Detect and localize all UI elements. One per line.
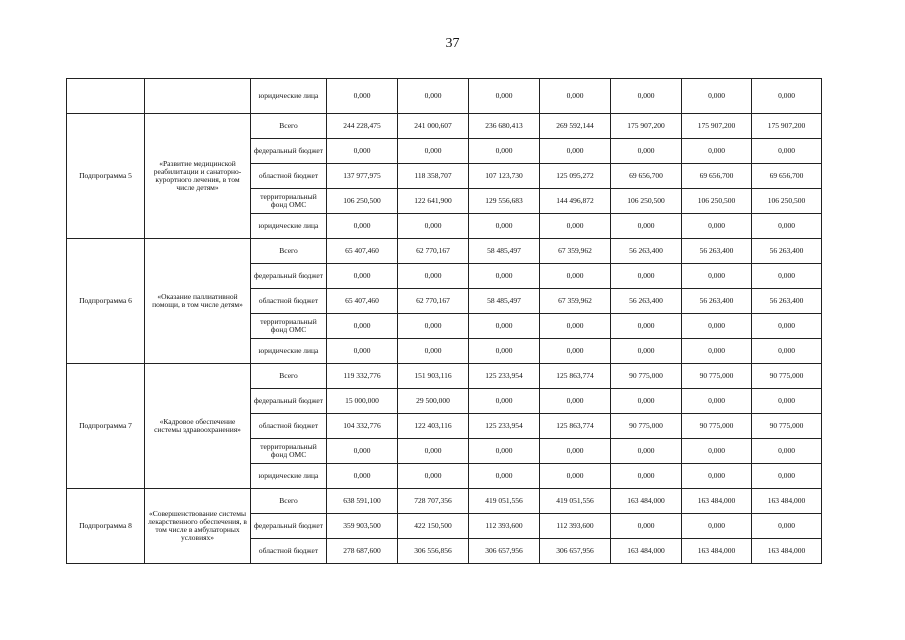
value-cell: 0,000	[682, 389, 752, 414]
value-cell: 0,000	[611, 439, 682, 464]
value-cell: 175 907,200	[611, 114, 682, 139]
value-cell: 0,000	[469, 339, 540, 364]
table-row	[67, 489, 822, 514]
value-cell: 163 484,000	[752, 489, 822, 514]
value-cell: 107 123,730	[469, 164, 540, 189]
value-cell: 728 707,356	[398, 489, 469, 514]
value-cell: 638 591,100	[327, 489, 398, 514]
value-cell: 0,000	[540, 139, 611, 164]
value-cell: 0,000	[327, 79, 398, 114]
value-cell: 0,000	[752, 214, 822, 239]
value-cell: 0,000	[327, 339, 398, 364]
table-row	[67, 239, 822, 264]
value-cell: 163 484,000	[682, 539, 752, 564]
value-cell: 58 485,497	[469, 239, 540, 264]
value-cell: 0,000	[540, 264, 611, 289]
value-cell: 236 680,413	[469, 114, 540, 139]
value-cell: 0,000	[752, 514, 822, 539]
program-title-cell: «Кадровое обеспечение системы здравоохранения»	[145, 364, 251, 489]
value-cell: 0,000	[469, 389, 540, 414]
source-cell: юридические лица	[251, 79, 327, 114]
value-cell: 241 000,607	[398, 114, 469, 139]
program-title-cell: «Развитие медицинской реабилитации и санаторно-курортного лечения, в том числе детям»	[145, 114, 251, 239]
table-row	[67, 79, 822, 114]
value-cell: 122 403,116	[398, 414, 469, 439]
source-cell: юридические лица	[251, 339, 327, 364]
value-cell: 0,000	[682, 464, 752, 489]
value-cell: 0,000	[398, 139, 469, 164]
source-cell: федеральный бюджет	[251, 514, 327, 539]
value-cell: 0,000	[327, 214, 398, 239]
value-cell: 106 250,500	[327, 189, 398, 214]
value-cell: 0,000	[540, 314, 611, 339]
program-title-cell: «Совершенствование системы лекарственного обеспечения, в том числе в амбулаторных условиях»	[145, 489, 251, 564]
value-cell: 129 556,683	[469, 189, 540, 214]
program-title-cell: «Оказание паллиативной помощи, в том числе детям»	[145, 239, 251, 364]
value-cell: 163 484,000	[752, 539, 822, 564]
value-cell: 0,000	[682, 214, 752, 239]
value-cell: 125 233,954	[469, 414, 540, 439]
value-cell: 56 263,400	[752, 239, 822, 264]
budget-table	[66, 78, 822, 564]
source-cell: Всего	[251, 364, 327, 389]
value-cell: 0,000	[682, 139, 752, 164]
value-cell: 0,000	[752, 314, 822, 339]
value-cell: 125 233,954	[469, 364, 540, 389]
table-row	[67, 364, 822, 389]
value-cell: 0,000	[327, 464, 398, 489]
value-cell: 0,000	[327, 439, 398, 464]
value-cell: 90 775,000	[682, 414, 752, 439]
value-cell: 0,000	[611, 339, 682, 364]
source-cell: юридические лица	[251, 464, 327, 489]
value-cell: 112 393,600	[469, 514, 540, 539]
value-cell: 0,000	[752, 139, 822, 164]
source-cell: областной бюджет	[251, 539, 327, 564]
value-cell: 104 332,776	[327, 414, 398, 439]
value-cell: 106 250,500	[752, 189, 822, 214]
value-cell: 69 656,700	[611, 164, 682, 189]
program-name-cell: Подпрограмма 7	[67, 364, 145, 489]
source-cell: территориальный фонд ОМС	[251, 314, 327, 339]
value-cell: 151 903,116	[398, 364, 469, 389]
source-cell: Всего	[251, 239, 327, 264]
value-cell: 0,000	[540, 214, 611, 239]
value-cell: 419 051,556	[469, 489, 540, 514]
value-cell: 0,000	[611, 514, 682, 539]
value-cell: 58 485,497	[469, 289, 540, 314]
value-cell: 0,000	[398, 214, 469, 239]
value-cell: 56 263,400	[682, 289, 752, 314]
value-cell: 69 656,700	[682, 164, 752, 189]
value-cell: 0,000	[682, 314, 752, 339]
value-cell: 56 263,400	[611, 289, 682, 314]
value-cell: 0,000	[469, 439, 540, 464]
value-cell: 0,000	[752, 389, 822, 414]
value-cell: 0,000	[682, 79, 752, 114]
value-cell: 0,000	[682, 514, 752, 539]
value-cell: 0,000	[752, 464, 822, 489]
program-name-cell: Подпрограмма 5	[67, 114, 145, 239]
value-cell: 144 496,872	[540, 189, 611, 214]
value-cell: 106 250,500	[682, 189, 752, 214]
value-cell: 0,000	[398, 264, 469, 289]
value-cell: 125 863,774	[540, 364, 611, 389]
value-cell: 67 359,962	[540, 239, 611, 264]
value-cell: 56 263,400	[752, 289, 822, 314]
value-cell: 0,000	[752, 79, 822, 114]
value-cell: 0,000	[540, 389, 611, 414]
value-cell: 0,000	[398, 314, 469, 339]
value-cell: 90 775,000	[611, 414, 682, 439]
value-cell: 0,000	[398, 79, 469, 114]
value-cell: 65 407,460	[327, 289, 398, 314]
source-cell: областной бюджет	[251, 414, 327, 439]
page-number: 37	[445, 36, 460, 51]
value-cell: 15 000,000	[327, 389, 398, 414]
value-cell: 0,000	[469, 214, 540, 239]
source-cell: федеральный бюджет	[251, 264, 327, 289]
source-cell: юридические лица	[251, 214, 327, 239]
value-cell: 112 393,600	[540, 514, 611, 539]
value-cell: 0,000	[398, 464, 469, 489]
value-cell: 0,000	[469, 464, 540, 489]
value-cell: 0,000	[540, 464, 611, 489]
value-cell: 0,000	[469, 314, 540, 339]
value-cell: 0,000	[398, 439, 469, 464]
value-cell: 0,000	[611, 139, 682, 164]
source-cell: территориальный фонд ОМС	[251, 189, 327, 214]
value-cell: 163 484,000	[611, 539, 682, 564]
program-name-cell: Подпрограмма 6	[67, 239, 145, 364]
value-cell: 163 484,000	[682, 489, 752, 514]
value-cell: 0,000	[469, 264, 540, 289]
value-cell: 56 263,400	[611, 239, 682, 264]
value-cell: 269 592,144	[540, 114, 611, 139]
value-cell: 0,000	[752, 439, 822, 464]
value-cell: 0,000	[540, 439, 611, 464]
value-cell: 0,000	[682, 264, 752, 289]
value-cell: 0,000	[752, 264, 822, 289]
value-cell: 0,000	[398, 339, 469, 364]
program-name-cell: Подпрограмма 8	[67, 489, 145, 564]
value-cell: 29 500,000	[398, 389, 469, 414]
value-cell: 0,000	[682, 439, 752, 464]
value-cell: 0,000	[611, 79, 682, 114]
value-cell: 125 863,774	[540, 414, 611, 439]
value-cell: 69 656,700	[752, 164, 822, 189]
value-cell: 122 641,900	[398, 189, 469, 214]
value-cell: 0,000	[469, 139, 540, 164]
value-cell: 90 775,000	[611, 364, 682, 389]
value-cell: 306 556,856	[398, 539, 469, 564]
value-cell: 0,000	[682, 339, 752, 364]
value-cell: 359 903,500	[327, 514, 398, 539]
value-cell: 0,000	[327, 139, 398, 164]
value-cell: 90 775,000	[752, 414, 822, 439]
value-cell: 278 687,600	[327, 539, 398, 564]
value-cell: 65 407,460	[327, 239, 398, 264]
value-cell: 0,000	[540, 339, 611, 364]
value-cell: 419 051,556	[540, 489, 611, 514]
value-cell: 137 977,975	[327, 164, 398, 189]
value-cell: 306 657,956	[469, 539, 540, 564]
value-cell: 118 358,707	[398, 164, 469, 189]
value-cell: 0,000	[611, 264, 682, 289]
value-cell: 67 359,962	[540, 289, 611, 314]
value-cell: 0,000	[611, 389, 682, 414]
value-cell: 62 770,167	[398, 289, 469, 314]
source-cell: Всего	[251, 489, 327, 514]
source-cell: федеральный бюджет	[251, 139, 327, 164]
value-cell: 0,000	[752, 339, 822, 364]
value-cell: 0,000	[540, 79, 611, 114]
value-cell: 0,000	[469, 79, 540, 114]
source-cell: областной бюджет	[251, 164, 327, 189]
value-cell: 0,000	[611, 314, 682, 339]
value-cell: 306 657,956	[540, 539, 611, 564]
value-cell: 125 095,272	[540, 164, 611, 189]
value-cell: 62 770,167	[398, 239, 469, 264]
source-cell: федеральный бюджет	[251, 389, 327, 414]
table-row	[67, 114, 822, 139]
value-cell: 56 263,400	[682, 239, 752, 264]
value-cell: 163 484,000	[611, 489, 682, 514]
value-cell: 0,000	[611, 214, 682, 239]
value-cell: 175 907,200	[682, 114, 752, 139]
value-cell: 0,000	[611, 464, 682, 489]
value-cell: 175 907,200	[752, 114, 822, 139]
value-cell: 422 150,500	[398, 514, 469, 539]
value-cell: 90 775,000	[752, 364, 822, 389]
program-name-cell	[67, 79, 145, 114]
value-cell: 119 332,776	[327, 364, 398, 389]
value-cell: 90 775,000	[682, 364, 752, 389]
source-cell: Всего	[251, 114, 327, 139]
value-cell: 0,000	[327, 314, 398, 339]
value-cell: 106 250,500	[611, 189, 682, 214]
value-cell: 0,000	[327, 264, 398, 289]
source-cell: областной бюджет	[251, 289, 327, 314]
program-title-cell	[145, 79, 251, 114]
source-cell: территориальный фонд ОМС	[251, 439, 327, 464]
value-cell: 244 228,475	[327, 114, 398, 139]
